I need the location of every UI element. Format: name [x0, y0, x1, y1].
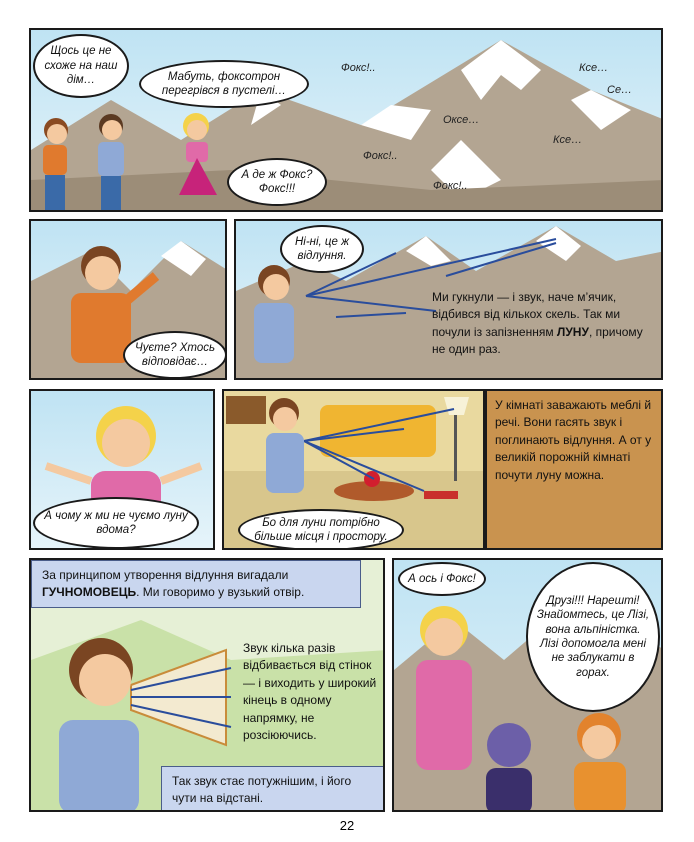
- narration-box-top: [31, 560, 361, 608]
- echo-text: Фокс!..: [433, 180, 468, 192]
- panel-2: [29, 219, 227, 380]
- speech-bubble: Ні-ні, це ж відлуння.: [280, 225, 364, 273]
- speech-bubble-small: А ось і Фокс!: [398, 562, 486, 596]
- speech-bubble-foxotron: Мабуть, фоксотрон перегрівся в пустелі…: [139, 60, 309, 108]
- panel-caption: [432, 289, 658, 359]
- caption-term: ЛУНУ: [556, 324, 589, 339]
- speech-bubble: Чуєте? Хтось відповідає…: [123, 331, 227, 379]
- panel-8: [392, 558, 663, 812]
- narration-term: ГУЧНОМОВЕЦЬ: [42, 584, 137, 599]
- speech-bubble-big: Друзі!!! Нарешті! Знайомтесь, це Лізі, вона альпіністка. Лізі допомогла мені не заблукати в горах.: [526, 562, 660, 712]
- caption-text: Ми гукнули — і звук, наче м’ячик, відбився від кількох скель. Так ми почули із запізненням: [432, 290, 621, 339]
- narration-text: За принципом утворення відлуння вигадали: [42, 568, 289, 582]
- speech-bubble-lizi: А де ж Фокс? Фокс!!!: [227, 158, 327, 206]
- speech-bubble: Бо для луни потрібно більше місця і простору.: [238, 509, 404, 550]
- echo-text: Оксе…: [443, 114, 480, 126]
- echo-text: Ксе…: [579, 62, 609, 74]
- echo-text: Се…: [607, 84, 633, 96]
- speech-bubble: А чому ж ми не чуємо луну вдома?: [33, 497, 199, 549]
- narration-box-bottom: Так звук стає потужнішим, і його чути на відстані.: [161, 766, 385, 812]
- narration-text: . Ми говоримо у вузький отвір.: [136, 584, 305, 599]
- panel-caption: У кімнаті заважають меблі й речі. Вони гасять звук і поглинають відлуння. А от у великій порожній кімнаті почути луну можна.: [495, 398, 652, 482]
- panel-caption: Звук кілька разів відбивається від стінок — і виходить у широкий кінець в одному напрямку, не розсіюючись.: [243, 641, 377, 742]
- echo-text: Фокс!..: [341, 62, 376, 74]
- speech-bubble-boys: Щось це не схоже на наш дім…: [33, 34, 129, 98]
- panel-6: [485, 389, 663, 550]
- panel-1: [29, 28, 663, 212]
- echo-text: Ксе…: [553, 134, 583, 146]
- boy-1-figure: [43, 118, 68, 210]
- panel-5: [222, 389, 485, 550]
- caption-text: , причому не один раз.: [432, 324, 643, 357]
- boy-2-figure: [98, 114, 124, 210]
- panel-3: [234, 219, 663, 380]
- panel-4: [29, 389, 215, 550]
- panel-7: [29, 558, 385, 812]
- echo-text: Фокс!..: [363, 150, 398, 162]
- page-number: 22: [339, 818, 355, 833]
